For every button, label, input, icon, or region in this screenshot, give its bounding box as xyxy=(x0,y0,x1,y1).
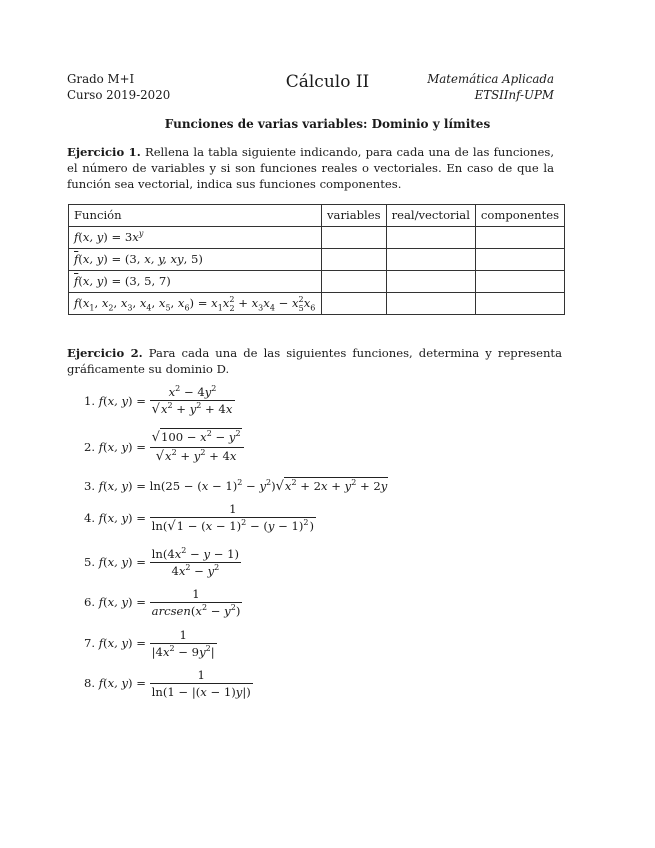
function-cell: $f(x_1$, $x_2$, $x_3$, $x_4$, $x_5$, $x_6) = x_1x^2_2 + x_3x_4 - x^2_5x_6$ xyxy=(69,293,322,315)
real-vectorial-cell xyxy=(386,271,475,293)
componentes-cell xyxy=(475,293,564,315)
item-number: 5. xyxy=(84,554,96,569)
course-year: Curso 2019-2020 xyxy=(67,88,171,102)
function-cell: $\overline{f}(x$, y) = (3, 5, 7) xyxy=(69,271,322,293)
real-vectorial-cell xyxy=(386,249,475,271)
variables-cell xyxy=(322,293,387,315)
degree-label: Grado M+I xyxy=(67,72,135,86)
function-cell: $\overline{f}(x$, y) = (3, x, y, xy, 5) xyxy=(69,249,322,271)
function-item-2: 2. f(x, y) = $\frac{√100 - x^2 - y^2}{√x^2 + y^2 + 4x}$ xyxy=(84,430,244,466)
item-number: 6. xyxy=(84,594,96,609)
exercise-2-label: Ejercicio 2. xyxy=(67,346,143,360)
document-title: Funciones de varias variables: Dominio y límites xyxy=(164,117,491,131)
department-name: Matemática Aplicada xyxy=(427,72,554,86)
header-right xyxy=(427,71,554,103)
table-row xyxy=(69,293,565,315)
function-item-6: 6. f(x, y) = $\frac{1}{arcsen(x^2 - y^2)}$ xyxy=(84,587,241,619)
componentes-cell xyxy=(475,227,564,249)
table-header-row xyxy=(69,205,565,227)
exercise-2-text: Para cada una de las siguientes funciones, determina y representa gráficamente su dominio D. xyxy=(67,346,562,376)
exercise-2-statement xyxy=(67,345,562,377)
item-number: 1. xyxy=(84,393,96,408)
item-number: 2. xyxy=(84,439,96,454)
real-vectorial-cell xyxy=(386,227,475,249)
variables-cell xyxy=(322,249,387,271)
table-row xyxy=(69,249,565,271)
function-item-1: 1. f(x, y) = $\frac{x^2 - 4y^2}{√x^2 + y^2 + 4x}$ xyxy=(84,385,235,419)
real-vectorial-cell xyxy=(386,293,475,315)
header-cell-componentes: componentes xyxy=(475,205,564,227)
item-number: 7. xyxy=(84,635,96,650)
exercise-1-text: Rellena la tabla siguiente indicando, para cada una de las funciones, el número de variables y si son funciones reales o vectoriales. En caso de que la función sea vectorial, indica sus funciones componentes. xyxy=(67,145,555,191)
item-number: 8. xyxy=(84,675,96,690)
componentes-cell xyxy=(475,249,564,271)
function-item-8: 8. f(x, y) = $\frac{1}{\ln(1 - |(x - 1)y|)}$ xyxy=(84,668,251,700)
header-cell-funcion: Función xyxy=(69,205,322,227)
function-item-4: 4. f(x, y) = $\frac{1}{\ln(√1 - (x - 1)^2 - (y - 1)^2)}$ xyxy=(84,502,315,535)
school-name: ETSIInf-UPM xyxy=(474,88,554,102)
table-row xyxy=(69,271,565,293)
header-cell-real-vectorial: real/vectorial xyxy=(386,205,475,227)
table-row xyxy=(69,227,565,249)
course-title: Cálculo II xyxy=(285,72,370,92)
function-cell: f(x, $y) = 3x^y$ xyxy=(69,227,322,249)
functions-table xyxy=(68,204,565,315)
exercise-1-statement xyxy=(67,144,554,192)
exercise-1-label: Ejercicio 1. xyxy=(67,145,141,159)
variables-cell xyxy=(322,227,387,249)
item-number: 3. xyxy=(84,479,96,493)
componentes-cell xyxy=(475,271,564,293)
variables-cell xyxy=(322,271,387,293)
function-item-3: 3. f(x, $y) = \ln(25 - (x - 1)^2 - y^2)√x^2 + 2x + y^2 + 2y$ xyxy=(84,478,388,494)
function-item-5: 5. f(x, y) = $\frac{\ln(4x^2 - y - 1)}{4x^2 - y^2}$ xyxy=(84,546,240,579)
function-item-7: 7. f(x, y) = $\frac{1}{|4x^2 - 9y^2|}$ xyxy=(84,628,215,660)
header-cell-variables: variables xyxy=(322,205,387,227)
item-number: 4. xyxy=(84,510,96,525)
